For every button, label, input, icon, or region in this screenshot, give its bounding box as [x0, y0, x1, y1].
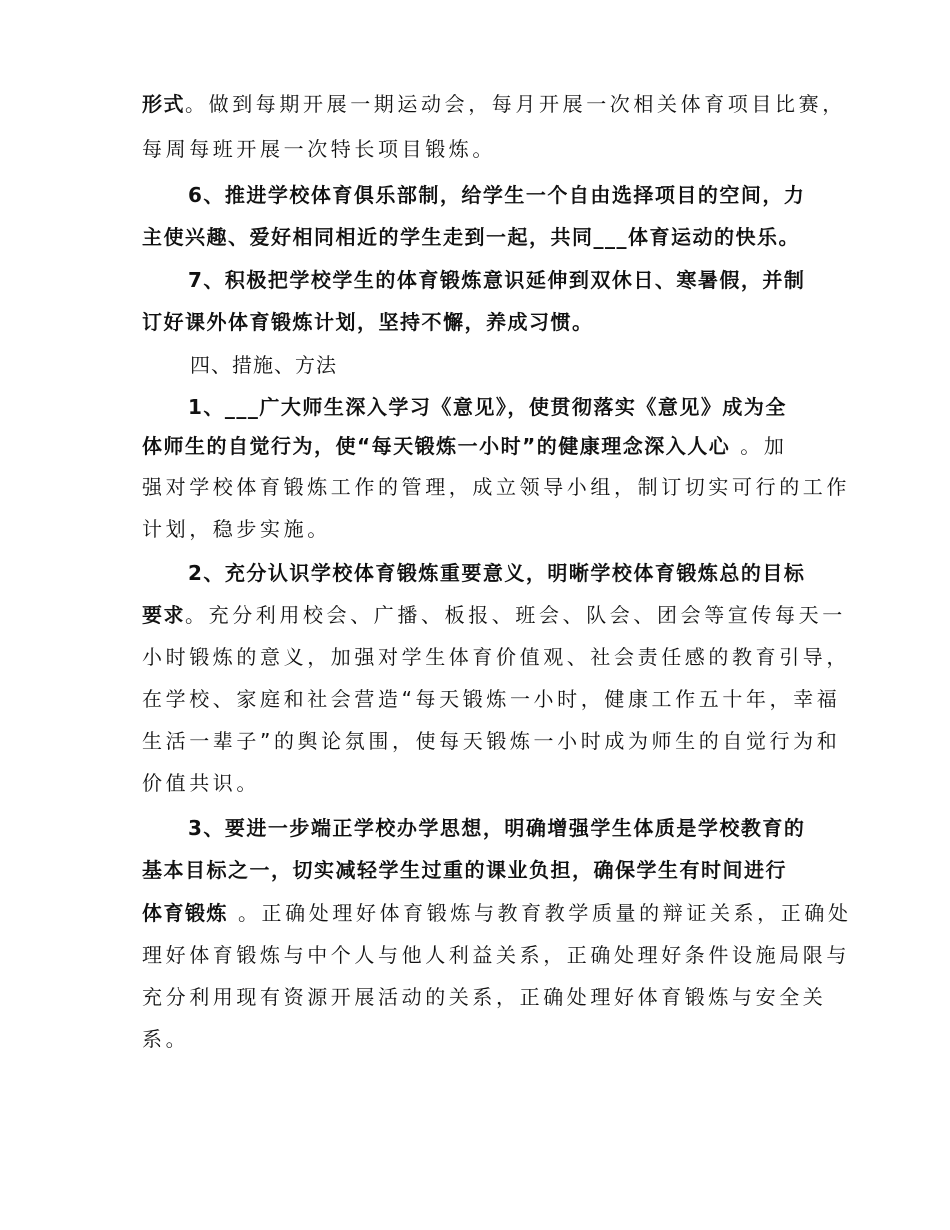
bold-text: 要求	[142, 603, 185, 627]
normal-text: 生活一辈子”的舆论氛围，使每天锻炼一小时成为师生的自觉行为和	[142, 729, 841, 753]
normal-text: 。正确处理好体育锻炼与教育教学质量的辩证关系，正确处	[228, 901, 852, 925]
bold-text: 主使兴趣、爱好相同相近的学生走到一起，共同___体育运动的快乐。	[142, 225, 800, 249]
text-line	[142, 726, 841, 756]
bold-text: 3、要进一步端正学校办学思想，明确增强学生体质是学校教育的	[188, 816, 806, 840]
normal-text: 。加	[730, 434, 788, 458]
bold-text: 7、积极把学校学生的体育锻炼意识延伸到双休日、寒暑假，并制	[188, 268, 806, 292]
normal-text: 系。	[142, 1027, 190, 1051]
bold-text: 1、___广大师生深入学习《意见》，使贯彻落实《意见》成为全	[188, 395, 787, 419]
text-line	[142, 684, 841, 714]
normal-text: 充分利用现有资源开展活动的关系，正确处理好体育锻炼与安全关	[142, 985, 827, 1009]
bold-text: 形式	[142, 92, 185, 116]
text-line	[142, 940, 850, 970]
normal-text: 强对学校体育锻炼工作的管理，成立领导小组，制订切实可行的工作	[142, 475, 850, 499]
text-line	[142, 431, 822, 461]
text-line	[142, 514, 822, 544]
normal-text: 小时锻炼的意义，加强对学生体育价值观、社会责任感的教育引导，	[142, 645, 850, 669]
bold-text: 2、充分认识学校体育锻炼重要意义，明晰学校体育锻炼总的目标	[188, 561, 806, 585]
text-line	[188, 265, 868, 295]
normal-text: 理好体育锻炼与中个人与他人利益关系，正确处理好条件设施局限与	[142, 943, 850, 967]
normal-text: 。充分利用校会、广播、板报、班会、队会、团会等宣传每天一	[185, 603, 846, 627]
bold-text: 订好课外体育锻炼计划，坚持不懈，养成习惯。	[142, 310, 594, 334]
text-line	[142, 1024, 822, 1054]
heading-text: 四、措施、方法	[190, 353, 337, 377]
text-line	[188, 180, 868, 210]
normal-text: 。做到每期开展一期运动会，每月开展一次相关体育项目比赛，	[185, 92, 846, 116]
normal-text: 每周每班开展一次特长项目锻炼。	[142, 137, 496, 161]
text-line	[142, 855, 822, 885]
text-line	[142, 600, 846, 630]
text-line	[142, 642, 850, 672]
normal-text: 在学校、家庭和社会营造“每天锻炼一小时，健康工作五十年，幸福	[142, 687, 841, 711]
text-line	[142, 134, 822, 164]
text-line	[142, 472, 850, 502]
text-line	[188, 813, 868, 843]
text-line	[142, 898, 852, 928]
bold-text: 体师生的自觉行为，使“每天锻炼一小时”的健康理念深入人心	[142, 434, 731, 458]
bold-text: 6、推进学校体育俱乐部制，给学生一个自由选择项目的空间，力	[188, 183, 806, 207]
text-line	[142, 222, 822, 252]
text-line	[142, 307, 822, 337]
bold-text: 基本目标之一，切实减轻学生过重的课业负担，确保学生有时间进行	[142, 858, 787, 882]
text-line	[142, 89, 846, 119]
bold-text: 体育锻炼	[142, 901, 228, 925]
text-line	[188, 558, 868, 588]
text-line	[142, 768, 822, 798]
text-line	[188, 392, 868, 422]
section-heading	[190, 350, 870, 380]
normal-text: 计划，稳步实施。	[142, 517, 331, 541]
text-line	[142, 982, 827, 1012]
normal-text: 价值共识。	[142, 771, 260, 795]
